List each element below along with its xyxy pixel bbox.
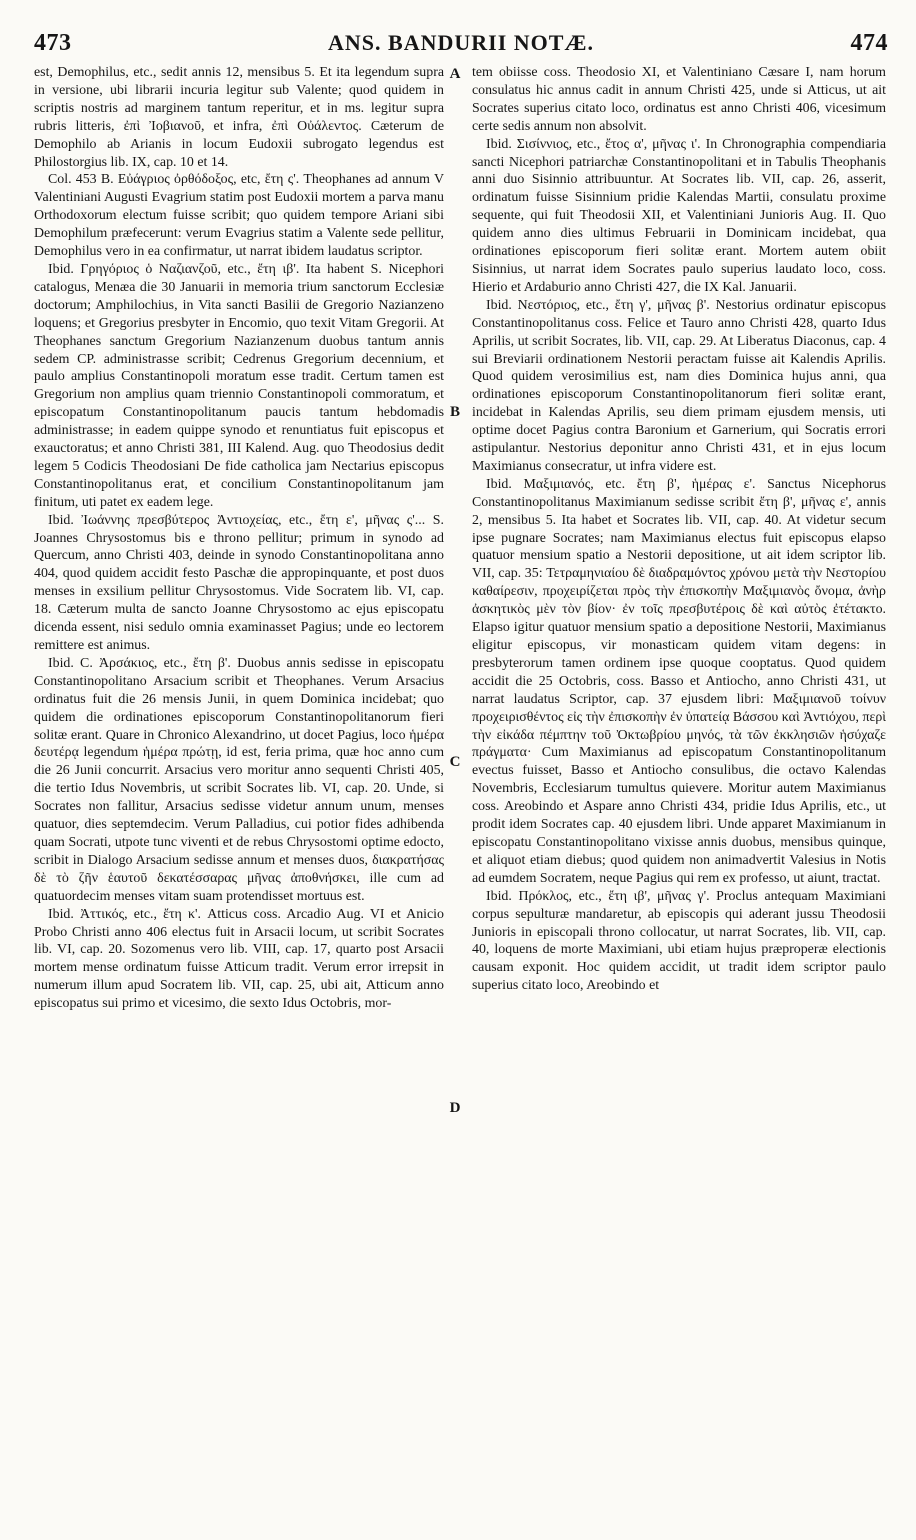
section-marker-a: A [449,66,461,82]
paragraph: Ibid. Σισίννιος, etc., ἔτος α', μῆνας ι'. In Chronographia compendiaria sancti Nicephori patriarchæ Constantinopolitani et in Tabulis Theophanis anni duo Sisinnio attribuuntur. At Socrates lib. VII, cap. 26, asserit, ordinatum fuisse Sisinnium pridie Kalendas Martii, consulatu proxime sequente, qui fuit Theodosii XII, et Valentiniani Junioris Aug. II. Quo quidem anno dies ultimus Februarii in Dominicam incidebat, qua ordinationes episcoporum fieri solitæ erant. Mortem autem obiit Sisinnius, ut narrat idem Socrates paulo superius laudato loco, coss. Hierio et Ardaburio anno Christi 427, die IX Kal. Januarii. [472,136,886,295]
section-marker-d: D [449,1100,461,1116]
left-column [34,64,444,1532]
paragraph: Ibid. C. Ἀρσάκιος, etc., ἔτη β'. Duobus annis sedisse in episcopatu Constantinopolitano Arsacium scribit et Theophanes. Verum Arsacius ordinatus fuit die 26 mensis Junii, in quem Dominica incidebat; quo quidem die ordinationes episcoporum Constantinopolitanorum fieri solitæ erant. Quare in Chronico Alexandrino, ut docet Pagius, loco ἡμέρα δευτέρᾳ legendum ἡμέρα πρώτῃ, id est, feria prima, quæ hoc anno cum die 26 Junii concurrit. Arsacius vero moritur anno sequenti Christi 405, die tertio Idus Novembris, ut scribit Socrates lib. VI, cap. 20. Unde, si Socrates non fallitur, Arsacius sedisse videtur annum unum, menses quatuor, dies septemdecim. Verum Palladius, cui potior fides adhibenda quam Socrati, utpote tunc viventi et de rebus Chrysostomi optime edocto, scribit in Dialogo Arsacium sedisse annum et menses duos, διακρατήσας δὲ τὸ ζῆν ἑαυτοῦ δεκατέσσαρας μῆνας ἀποθνήσκει, ille cum ad quatuordecim menses vitam suam protendisset mortuus est. [34,655,444,904]
paragraph: Ibid. Νεστόριος, etc., ἔτη γ', μῆνας β'. Nestorius ordinatur episcopus Constantinopolitanus coss. Felice et Tauro anno Christi 428, quarto Idus Aprilis, ut scribit Socrates, lib. VII, cap. 29. At Liberatus Diaconus, cap. 4 sui Breviarii ordinationem Nestorii peractam fuisse ait Kalendis Aprilis. Quod quidem verosimilius est, nam dies Dominica hujus anni, qua ordinationes episcoporum Constantinopolitanorum fieri solitæ erant, incidebat in Kalendas Aprilis, seu diem primam ejusdem mensis, uti optime docet Pagius contra Baronium et Garnerium, qui Socratis errori astipulantur. Nestorius deponitur anno Christi 431, et in ejus locum Maximianus consecratur, ut infra videre est. [472,297,886,474]
paragraph: Ibid. Μαξιμιανός, etc. ἔτη β', ἡμέρας ε'. Sanctus Nicephorus Constantinopolitanus Maximianum sedisse scribit ἔτη β', μῆνας ε', annis 2, mensibus 5. Ita habet et Socrates lib. VII, cap. 40. At videtur secum ipse pugnare Socrates; nam Maximianus electus fuit episcopus elapso quatuor mensium spatio a Nestorii depositione, ut ait idem scriptor lib. VII, cap. 35: Τετραμηνιαίου δὲ διαδραμόντος χρόνου μετὰ τὴν Νεστορίου καθαίρεσιν, προχειρίζεται πρὸς τὴν ἐπισκοπὴν Μαξιμιανὸς ὄνομα, ἀνὴρ ἀσκητικὸς μὲν τὸν βίον· ἐν τοῖς πρεσβυτέροις δὲ καὶ αὐτὸς ἐτέτακτο. Elapso igitur quatuor mensium spatio a depositione Nestorii, Maximianus eligitur episcopus, vir monasticam quidem vitam degens: in presbyterorum tamen ordinem ipse quoque cooptatus. Quod quidem accidit die 25 Octobris, coss. Basso et Antiocho, anno Christi 431, ut narrat laudatus Scriptor, cap. 37 ejusdem libri: Μαξιμιανοῦ τοίνυν προχειρισθέντος εἰς τὴν ἐπισκοπὴν ἐν ὑπατείᾳ Βάσσου καὶ Ἀντιόχου, περὶ τὴν εἰκάδα πέμπτην τοῦ Ὀκτωβρίου μηνός, τὰ τῶν ἐκκλησιῶν ἡσύχαζε πράγματα· Cum Maximianus ad episcopatum Constantinopolitanum evectus fuisset, Basso et Antiocho consulibus, die octavo Kalendas Novembris, Ecclesiarum tumultus quievere. Moritur autem Maximianus coss. Areobindo et Aspare anno Christi 434, pridie Idus Aprilis, etc., ut prodit idem Socrates cap. 40 ejusdem libri. Unde apparet Maximianum in episcopatu Constantinopolitano vixisse annis duobus, mensibus quinque, et aliquot etiam diebus; quod quidem non animadvertit Valesius in Notis ad eumdem Socratem, neque Pagius qui rem ex professo, ut aiunt, tractat. [472,476,886,886]
paragraph: Ibid. Πρόκλος, etc., ἔτη ιβ', μῆνας γ'. Proclus antequam Maximiani corpus sepulturæ mandaretur, ab episcopis qui aderant jussu Theodosii Junioris in episcopali throno collocatur, ut narrat Socrates, lib. VII, cap. 40, loquens de morte Maximiani, ubi etiam hujus præproperæ electionis causam exponit. Hoc quidem accidit, ut tradit idem scriptor paulo superius citato loco, Areobindo et [472,888,886,994]
running-header [34,30,888,60]
paragraph: Ibid. Ἀττικός, etc., ἔτη κ'. Atticus coss. Arcadio Aug. VI et Anicio Probo Christi anno 406 electus fuit in Arsacii locum, ut scribit Socrates lib. VI, cap. 20. Sozomenus vero lib. VIII, cap. 17, quarto post Arsacii mortem mense ordinatum fuisse Atticum tradit. Verum error irrepsit in numerum illum apud Socratem lib. VII, cap. 25, ubi ait, Atticum anno episcopatus sui primo et vicesimo, die sexto Idus Octobris, mor- [34,906,444,1012]
page-number-right: 474 [850,30,888,56]
section-marker-b: B [449,404,460,420]
section-marker-c: C [449,754,461,770]
paragraph: Col. 453 B. Εὐάγριος ὀρθόδοξος, etc, ἔτη ς'. Theophanes ad annum V Valentiniani Augusti Evagrium statim post Eudoxii mortem a parva manu Orthodoxorum electum fuisse scribit; quo quidem tempore Ariani sibi Demophilum præfecerunt: verum Evagrius statim a Valente sede pellitur, Demophilus vero in ea confirmatur, ut narrat ibidem laudatus scriptor. [34,172,444,260]
running-title: ANS. BANDURII NOTÆ. [328,30,594,55]
paragraph: Ibid. Γρηγόριος ὁ Ναζιανζοῦ, etc., ἔτη ιβ'. Ita habent S. Nicephori catalogus, Menæa die 30 Januarii in memoria trium sanctorum Ecclesiæ doctorum; Amphilochius, in Vita sancti Basilii de Gregorio Nazianzeno loquens; et Gregorius presbyter in Encomio, quo texit Vitam Gregorii. At Theophanes sanctum Gregorium Nazianzenum duobus tantum annis sedem CP. administrasse scribit; Cedrenus Gregorium decennium, et paulo amplius Constantinopoli moratum esse tradit. Certum tamen est Gregorium non amplius quam triennio Constantinopoli commoratum, et episcopatum Constantinopolitanum paucis tantum hebdomadis administrasse; in eadem quippe synodo et renuntiatus fuit episcopus et exauctoratus; et anno Christi 381, III Kalend. Aug. quo Theodosius dedit legem 5 Codicis Theodosiani De fide catholica jam Nectarius episcopus Constantinopolitanus erat, et concilium Constantinopolitanum jam finitum, uti patet ex eadem lege. [34,261,444,510]
paragraph: Ibid. Ἰωάννης πρεσβύτερος Ἀντιοχείας, etc., ἔτη ε', μῆνας ς'... S. Joannes Chrysostomus bis e throno pellitur; primum in synodo ad Quercum, anno Christi 403, deinde in synodo Constantinopolitana anno 404, quod quidem accidit festo Paschæ die appropinquante, et post duos menses in exsilium pellitur Chrysostomus. Vide Socratem lib. VI, cap. 18. Cæterum multa de sancto Joanne Chrysostomo ac ejus episcopatu dicenda essent, nisi sedulo omnia examinasset Pagius; unde eo lectorem remittere est animus. [34,512,444,653]
paragraph: est, Demophilus, etc., sedit annis 12, mensibus 5. Et ita legendum supra in versione, ubi librarii incuria legitur sub Valente; quod quidem in scriptis nostris ad marginem tantum reperitur, et in ms. legitur supra rubris litteris, ἐπὶ Ἰοβιανοῦ, et infra, ἐπὶ Οὐάλεντος. Cæterum de Demophilo ab Arianis in locum Eudoxii subrogato legendus est Philostorgius lib. IX, cap. 10 et 14. [34,65,444,170]
paragraph: tem obiisse coss. Theodosio XI, et Valentiniano Cæsare I, nam horum consulatus hic annus cadit in annum Christi 425, unde si Atticus, ut ait Socrates superius citato loco, ordinatus est anno Christi 406, vicesimum certe sedis annum non absolvit. [472,65,886,134]
page-number-left: 473 [34,30,72,56]
right-column [472,64,886,1532]
